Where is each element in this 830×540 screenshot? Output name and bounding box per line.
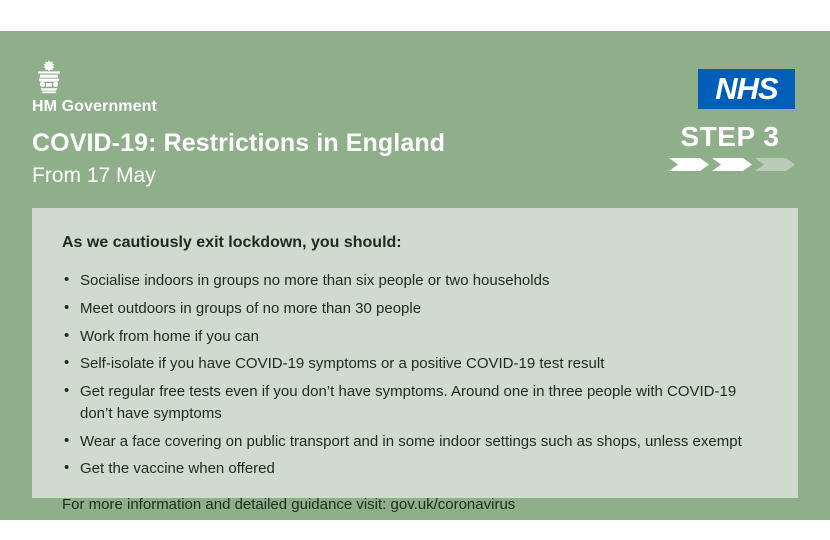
chevron-icon-1 — [669, 158, 709, 171]
more-information-note: For more information and detailed guidance visit: gov.uk/coronavirus — [62, 496, 516, 513]
list-item: • Socialise indoors in groups no more than six people or two households — [62, 270, 768, 292]
guidance-list — [62, 270, 768, 480]
poster-header — [0, 31, 830, 201]
panel-lead-text: As we cautiously exit lockdown, you should: — [62, 234, 402, 251]
step-chevrons — [665, 158, 795, 171]
list-item: • Get regular free tests even if you don’t have symptoms. Around one in three people with COVID-19 don’t have symptoms — [62, 381, 768, 425]
royal-crest-icon — [32, 59, 66, 95]
list-item: • Wear a face covering on public transport and in some indoor settings such as shops, unless exempt — [62, 431, 768, 453]
page-title: COVID-19: Restrictions in England — [32, 129, 446, 157]
poster — [0, 31, 830, 520]
government-name: HM Government — [32, 98, 157, 115]
step-label: STEP 3 — [680, 121, 780, 152]
guidance-panel — [32, 208, 798, 513]
list-item: • Get the vaccine when offered — [62, 458, 768, 480]
page-subtitle: From 17 May — [32, 164, 156, 187]
chevron-icon-3 — [755, 158, 795, 171]
step-indicator — [665, 123, 795, 171]
list-item: • Self-isolate if you have COVID-19 symptoms or a positive COVID-19 test result — [62, 353, 768, 375]
list-item: • Work from home if you can — [62, 326, 768, 348]
nhs-logo: NHS — [698, 69, 795, 109]
chevron-icon-2 — [712, 158, 752, 171]
list-item: • Meet outdoors in groups of no more than 30 people — [62, 298, 768, 320]
government-branding — [32, 59, 192, 116]
